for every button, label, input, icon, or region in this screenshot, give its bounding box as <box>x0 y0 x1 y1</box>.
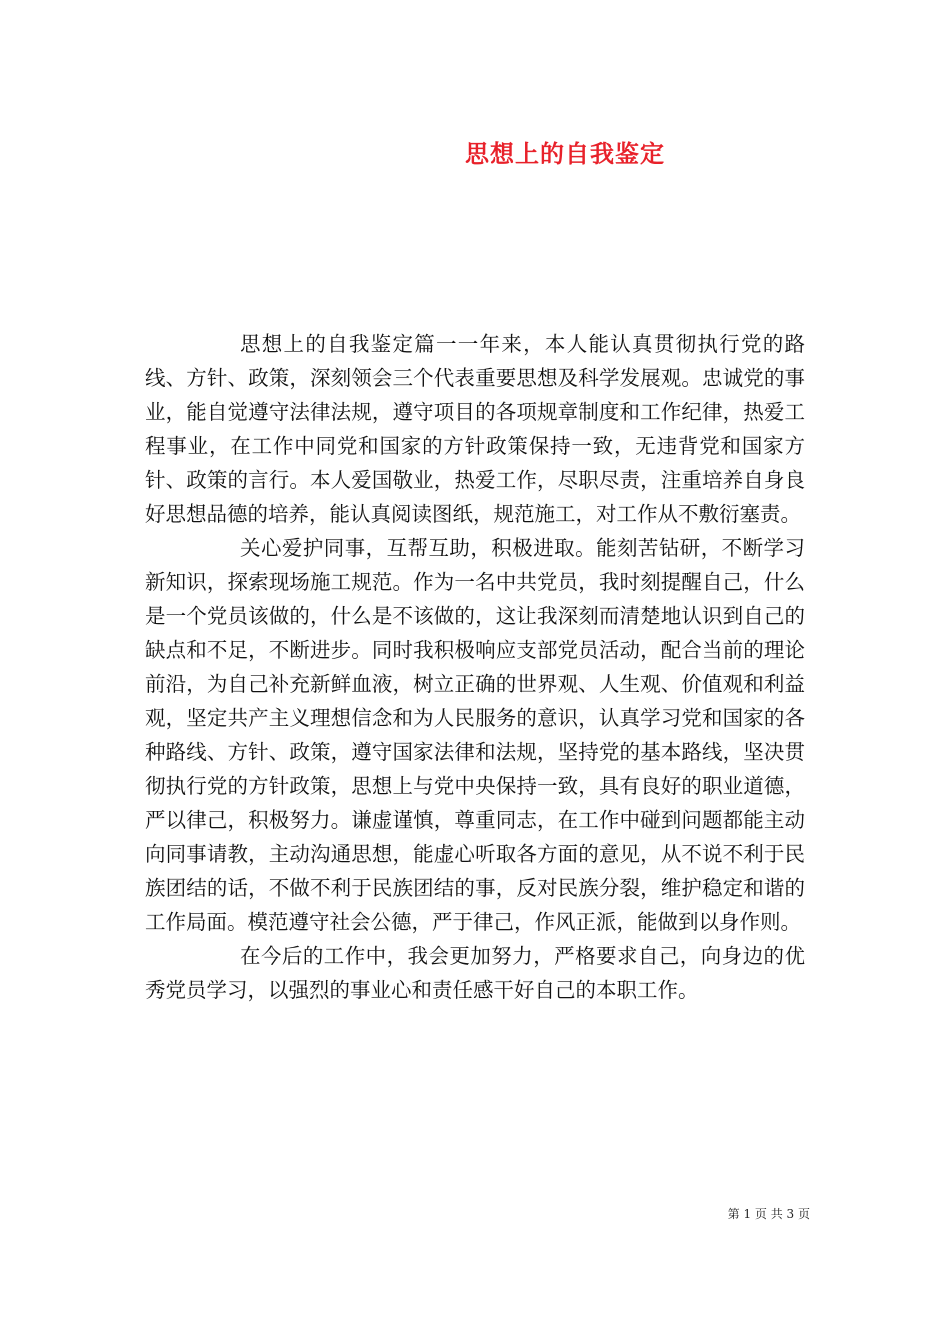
paragraph-1: 思想上的自我鉴定篇一一年来，本人能认真贯彻执行党的路线、方针、政策，深刻领会三个代表重要思想及科学发展观。忠诚党的事业，能自觉遵守法律法规，遵守项目的各项规章制度和工作纪律，热爱工程事业，在工作中同党和国家的方针政策保持一致，无违背党和国家方针、政策的言行。本人爱国敬业，热爱工作，尽职尽责，注重培养自身良好思想品德的培养，能认真阅读图纸，规范施工，对工作从不敷衍塞责。 <box>145 332 805 526</box>
page-number: 第 1 页 共 3 页 <box>727 1207 810 1221</box>
paragraph-3: 在今后的工作中，我会更加努力，严格要求自己，向身边的优秀党员学习，以强烈的事业心和责任感干好自己的本职工作。 <box>145 944 805 1002</box>
document-body <box>145 327 805 1007</box>
paragraph-2: 关心爱护同事，互帮互助，积极进取。能刻苦钻研，不断学习新知识，探索现场施工规范。作为一名中共党员，我时刻提醒自己，什么是一个党员该做的，什么是不该做的，这让我深刻而清楚地认识到自己的缺点和不足，不断进步。同时我积极响应支部党员活动，配合当前的理论前沿，为自己补充新鲜血液，树立正确的世界观、人生观、价值观和利益观，坚定共产主义理想信念和为人民服务的意识，认真学习党和国家的各种路线、方针、政策，遵守国家法律和法规，坚持党的基本路线，坚决贯彻执行党的方针政策，思想上与党中央保持一致，具有良好的职业道德，严以律己，积极努力。谦虚谨慎，尊重同志，在工作中碰到问题都能主动向同事请教，主动沟通思想，能虚心听取各方面的意见，从不说不利于民族团结的话，不做不利于民族团结的事，反对民族分裂，维护稳定和谐的工作局面。模范遵守社会公德，严于律己，作风正派，能做到以身作则。 <box>145 536 805 934</box>
document-title: 思想上的自我鉴定 <box>465 139 665 168</box>
